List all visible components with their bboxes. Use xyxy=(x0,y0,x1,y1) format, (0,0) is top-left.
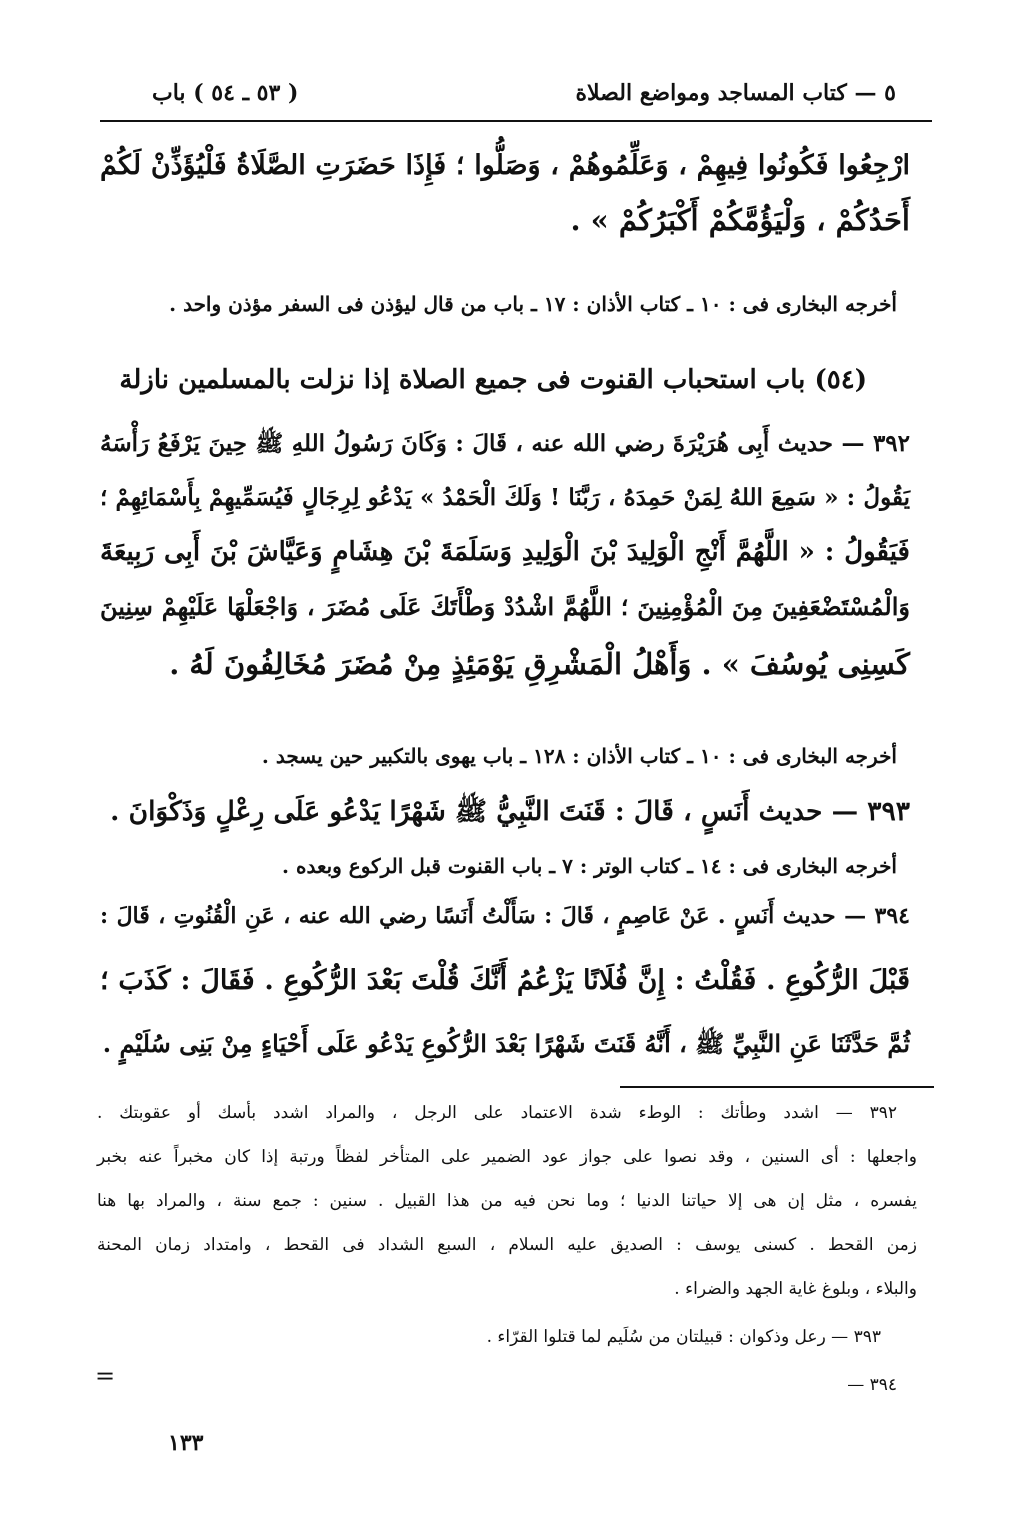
body-line-2: أَحَدُكُمْ ، وَلْيَؤُمَّكُمْ أَكْبَرُكُمْ » . xyxy=(570,203,910,237)
page-number: ١٣٣ xyxy=(168,1430,204,1456)
hadith-394-line-1: ٣٩٤ — حديث أَنَسٍ . عَنْ عَاصِمٍ ، قَالَ : سَأَلْتُ أَنَسًا رضي الله عنه ، عَنِ الْقُنُوتِ ، قَالَ : xyxy=(100,903,910,929)
hadith-392-line-5: كَسِنِى يُوسُفَ » . وَأَهْلُ الْمَشْرِقِ يَوْمَئِذٍ مِنْ مُضَرَ مُخَالِفُونَ لَهُ . xyxy=(169,647,910,681)
hadith-394-line-2: قَبْلَ الرُّكُوعِ . فَقُلْتُ : إِنَّ فُلَانًا يَزْعُمُ أَنَّكَ قُلْتَ بَعْدَ الرُّكُوعِ . فَقَالَ : كَذَبَ ؛ xyxy=(100,965,910,996)
hadith-392-reference: أخرجه البخارى فى : ١٠ ـ كتاب الأذان : ١٢٨ ـ باب يهوى بالتكبير حين يسجد . xyxy=(261,744,897,768)
footnote-392-line-4: زمن القحط . كسنى يوسف : الصديق عليه السلام ، السبع الشداد فى القحط ، وامتداد زمان المحنة xyxy=(97,1235,917,1255)
footnote-394: ٣٩٤ — xyxy=(847,1375,897,1395)
source-reference-1: أخرجه البخارى فى : ١٠ ـ كتاب الأذان : ١٧ ـ باب من قال ليؤذن فى السفر مؤذن واحد . xyxy=(169,292,897,316)
header-rule xyxy=(100,120,932,122)
hadith-392-line-3: فَيَقُولُ : « اللَّهُمَّ أَنْجِ الْوَلِيدَ بْنَ الْوَلِيدِ وَسَلَمَةَ بْنَ هِشَامٍ وَعَيَّاشَ بْنَ أَبِى رَبِيعَةَ xyxy=(100,537,910,567)
hadith-392-line-2: يَقُولُ : « سَمِعَ اللهُ لِمَنْ حَمِدَهُ ، رَبَّنَا ! وَلَكَ الْحَمْدُ » يَدْعُو لِرِجَالٍ فَيُسَمِّيهِمْ بِأَسْمَائِهِمْ ؛ xyxy=(100,484,910,511)
footnote-392-line-2: واجعلها : أى السنين ، وقد نصوا على جواز عود الضمير على المتأخر لفظاً ورتبة إذا كان مخبراً عنه بخبر xyxy=(97,1147,917,1167)
footnote-393: ٣٩٣ — رعل وذكوان : قبيلتان من سُلَيم لما قتلوا القرّاء . xyxy=(486,1327,881,1347)
footnote-392-line-3: يفسره ، مثل إن هى إلا حياتنا الدنيا ؛ وما نحن فيه من هذا القبيل . سنين : جمع سنة ، والمراد بها هنا xyxy=(97,1191,917,1211)
running-header-section-range: ( ٥٣ ـ ٥٤ ) باب xyxy=(152,80,299,106)
hadith-394-line-3: ثُمَّ حَدَّثَنَا عَنِ النَّبِيِّ ﷺ ، أَنَّهُ قَنَتَ شَهْرًا بَعْدَ الرُّكُوعِ يَدْعُو عَلَى أَحْيَاءٍ مِنْ بَنِى سُلَيْمٍ . xyxy=(102,1029,910,1058)
body-line-1: ارْجِعُوا فَكُونُوا فِيهِمْ ، وَعَلِّمُوهُمْ ، وَصَلُّوا ؛ فَإِذَا حَضَرَتِ الصَّلَاةُ فَلْيُؤَذِّنْ لَكُمْ xyxy=(100,150,910,181)
footnote-392-line-5: والبلاء ، وبلوغ غاية الجهد والضراء . xyxy=(674,1279,917,1299)
hadith-392-line-4: وَالْمُسْتَضْعَفِينَ مِنَ الْمُؤْمِنِينَ ؛ اللَّهُمَّ اشْدُدْ وَطْأَتَكَ عَلَى مُضَرَ ، وَاجْعَلْهَا عَلَيْهِمْ سِنِينَ xyxy=(100,592,910,621)
section-title: (٥٤) باب استحباب القنوت فى جميع الصلاة إذا نزلت بالمسلمين نازلة xyxy=(119,365,867,395)
running-header-chapter: ٥ — كتاب المساجد ومواضع الصلاة xyxy=(575,80,896,106)
hadith-392-line-1: ٣٩٢ — حديث أَبِى هُرَيْرَةَ رضي الله عنه ، قَالَ : وَكَانَ رَسُولُ اللهِ ﷺ حِينَ يَرْفَعُ رَأْسَهُ xyxy=(100,430,910,457)
hadith-393-line: ٣٩٣ — حديث أَنَسٍ ، قَالَ : قَنَتَ النَّبِيُّ ﷺ شَهْرًا يَدْعُو عَلَى رِعْلٍ وَذَكْوَانَ . xyxy=(110,796,910,827)
hadith-393-reference: أخرجه البخارى فى : ١٤ ـ كتاب الوتر : ٧ ـ باب القنوت قبل الركوع وبعده . xyxy=(282,854,897,878)
continuation-mark: = xyxy=(95,1362,116,1390)
footnote-392-line-1: ٣٩٢ — اشدد وطأتك : الوطء شدة الاعتماد على الرجل ، والمراد اشدد بأسك أو عقوبتك . xyxy=(97,1103,897,1123)
footnote-rule xyxy=(620,1086,934,1088)
